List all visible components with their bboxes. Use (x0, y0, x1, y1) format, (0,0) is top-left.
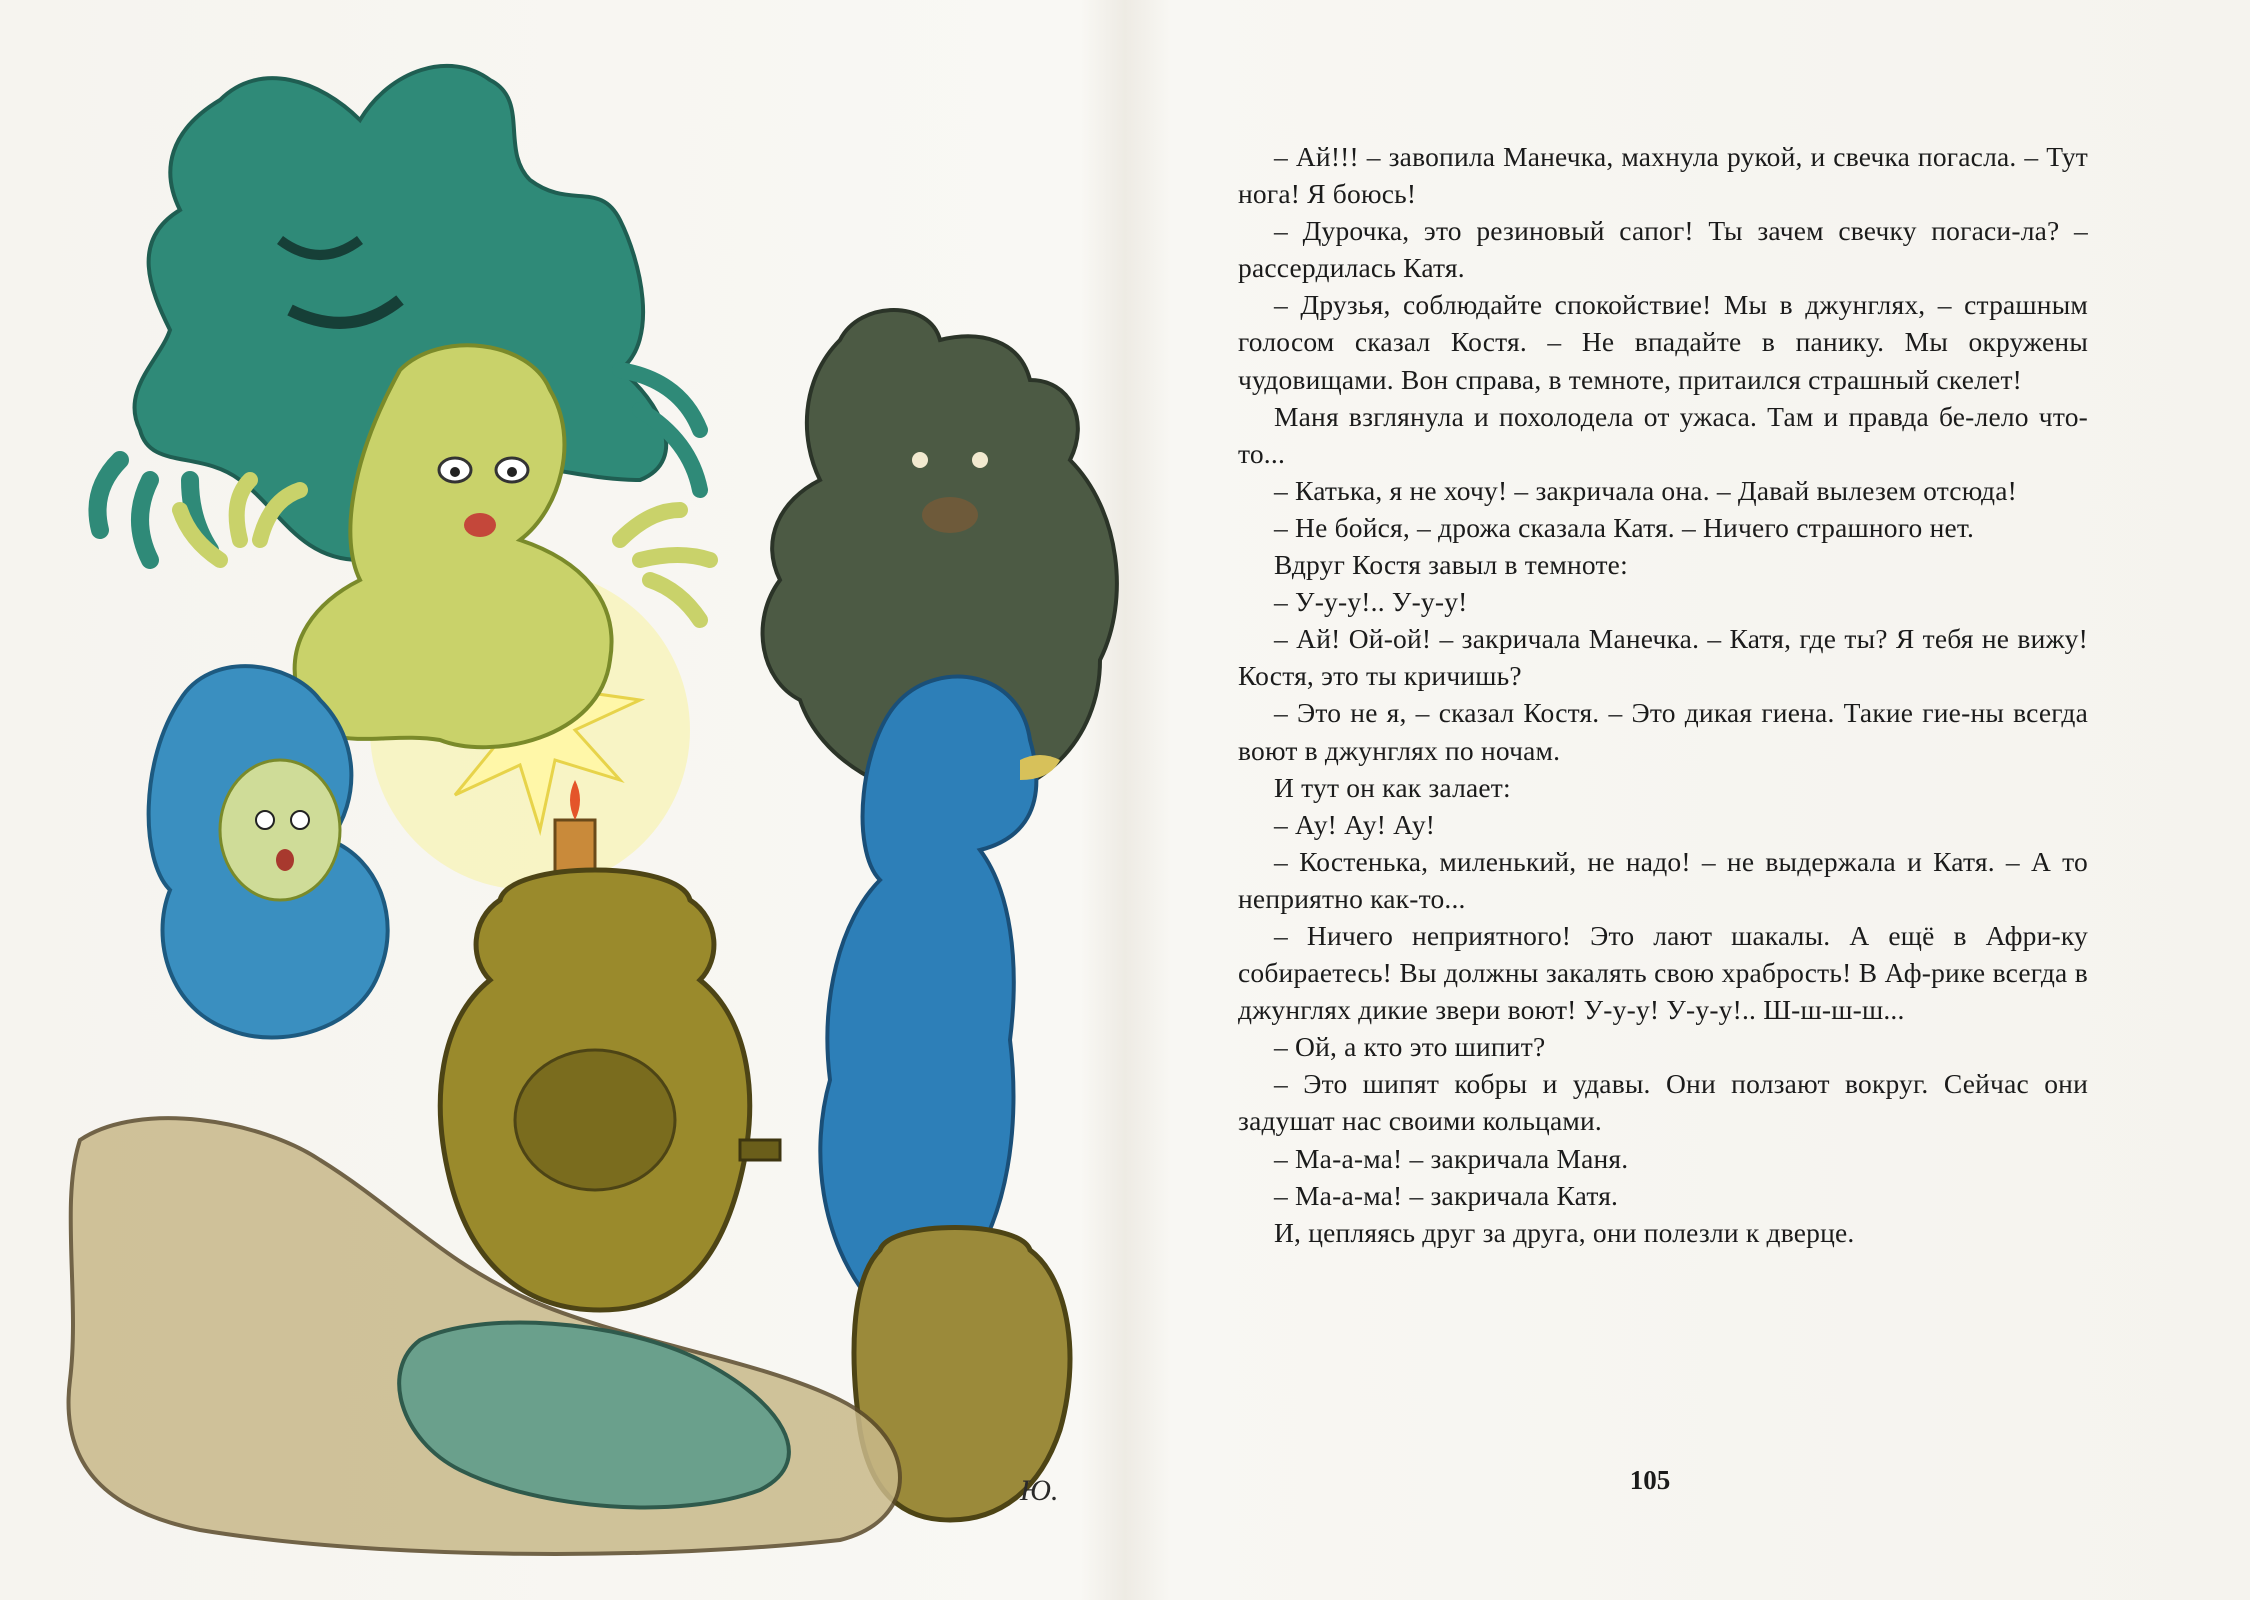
paragraph: – Ма-а-ма! – закричала Катя. (1274, 1179, 1619, 1211)
paragraph: – Друзья, соблюдайте спокойствие! Мы в джунглях, – страшным голосом сказал Костя. – Не впадайте в панику. Мы окружены чудовищами. Вон справа, в темноте, притаился страшный скелет! (1238, 289, 2088, 395)
paragraph: – Ай! Ой-ой! – закричала Манечка. – Катя, где ты? Я тебя не вижу! Костя, это ты кричишь? (1238, 623, 2088, 692)
paragraph: – Ма-а-ма! – закричала Маня. (1274, 1142, 1629, 1174)
paragraph: И, цепляясь друг за друга, они полезли к дверце. (1274, 1216, 1855, 1248)
paragraph: – Катька, я не хочу! – закричала она. – Давай вылезем отсюда! (1274, 474, 2017, 506)
paragraph: – Это не я, – сказал Костя. – Это дикая гиена. Такие гие-ны всегда воют в джунглях по ночам. (1238, 697, 2088, 766)
page-number: 105 (1629, 1465, 1671, 1495)
illustration (60, 40, 1120, 1560)
paragraph: – У-у-у!.. У-у-у! (1274, 586, 1468, 618)
paragraph: – Не бойся, – дрожа сказала Катя. – Ничего страшного нет. (1274, 511, 1975, 543)
text-page (1238, 138, 2088, 1518)
paragraph: Маня взглянула и похолодела от ужаса. Там и правда бе-лело что-то... (1238, 400, 2088, 469)
illustration-children-in-dark (60, 40, 1120, 1560)
paragraph: Вдруг Костя завыл в темноте: (1274, 549, 1628, 581)
paragraph: – Дурочка, это резиновый сапог! Ты зачем свечку погаси-ла? – рассердилась Катя. (1238, 215, 2088, 284)
paragraph: – Ой, а кто это шипит? (1274, 1031, 1546, 1063)
paragraph: – Это шипят кобры и удавы. Они ползают вокруг. Сейчас они задушат нас своими кольцами. (1238, 1068, 2088, 1137)
paragraph: – Ничего неприятного! Это лают шакалы. А ещё в Афри-ку собираетесь! Вы должны закалять свою храбрость! В Аф-рике всегда в джунглях дикие звери воют! У-у-у! У-у-у!.. Ш-ш-ш-ш... (1238, 919, 2088, 1026)
paragraph: – Ай!!! – завопила Манечка, махнула рукой, и свечка погасла. – Тут нога! Я боюсь! (1238, 141, 2088, 210)
paragraph: – Костенька, миленький, не надо! – не выдержала и Катя. – А то неприятно как-то... (1238, 845, 2088, 914)
paragraph: И тут он как залает: (1274, 771, 1511, 803)
paragraph: – Ау! Ау! Ау! (1274, 808, 1436, 840)
illustrator-signature: Ю. (1020, 1474, 1059, 1507)
